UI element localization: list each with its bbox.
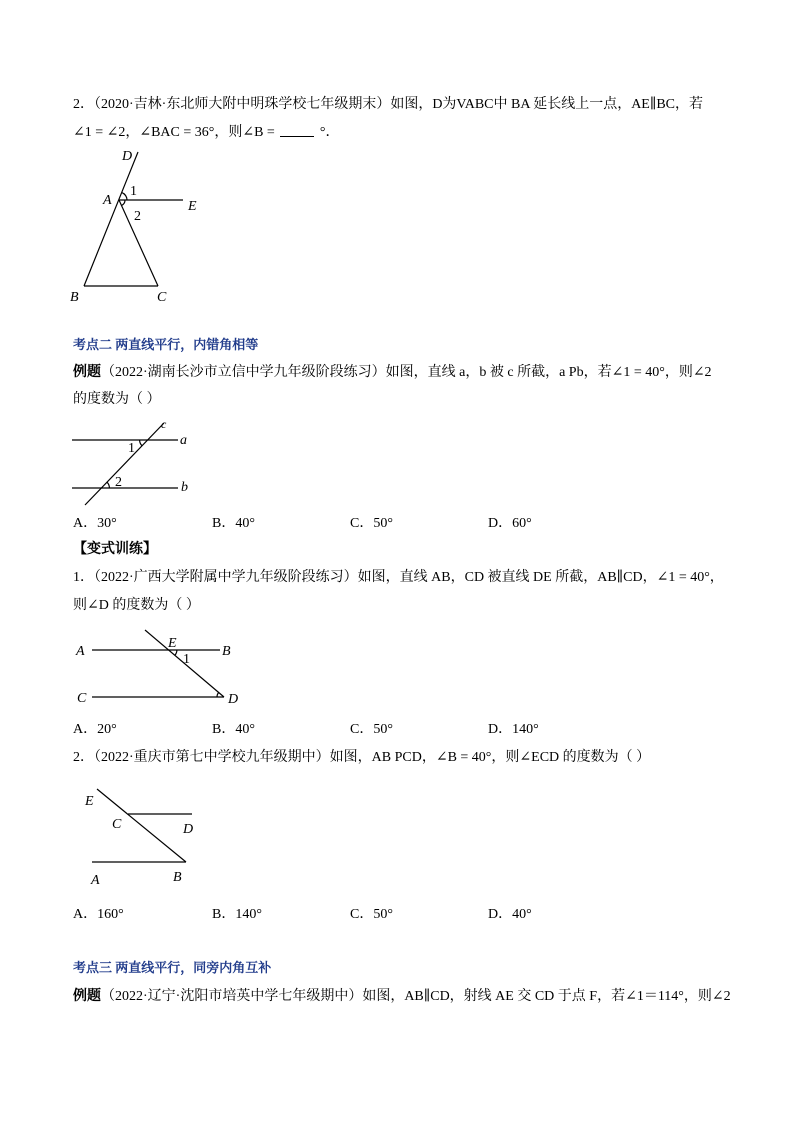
line-ac — [119, 200, 158, 286]
label-b: B — [173, 870, 182, 885]
label-angle1: 1 — [128, 441, 135, 456]
label-b: B — [222, 644, 231, 659]
angle1-arc — [175, 650, 177, 655]
label-b: b — [181, 480, 188, 495]
problem-2020-line1: 2．（2020·吉林·东北师大附中明珠学校七年级期末）如图，D为VABC中 BA 延长线上一点，AE∥BC，若 — [73, 97, 704, 112]
angle1-arc — [140, 440, 143, 446]
option-a: A．20° — [73, 722, 117, 737]
label-d: D — [122, 149, 133, 164]
label-d: D — [228, 692, 239, 707]
label-e: E — [168, 636, 177, 651]
label-a: A — [91, 873, 100, 888]
line-eb — [97, 789, 186, 862]
section3-example-line1 — [73, 987, 731, 1007]
practice-title: 【变式训练】 — [73, 542, 157, 557]
answer-blank — [280, 123, 314, 137]
label-angle2: 2 — [134, 209, 141, 224]
practice1-line1: 1．（2022·广西大学附属中学九年级阶段练习）如图，直线 AB，CD 被直线 DE 所截，AB∥CD，∠1 = 40°， — [73, 570, 724, 585]
label-b: B — [70, 290, 79, 305]
figure-triangle-abc — [70, 149, 197, 305]
section2-heading: 考点二 两直线平行，内错角相等 — [73, 337, 259, 352]
option-c: C．50° — [350, 907, 393, 922]
label-e: E — [188, 199, 197, 214]
angle1-arc — [122, 193, 127, 200]
problem-2020-line2 — [73, 123, 339, 143]
option-c: C．50° — [350, 722, 393, 737]
option-c: C．50° — [350, 516, 393, 531]
figure-ab-cd-cut-by-de — [75, 630, 238, 707]
line-c — [85, 423, 164, 505]
practice2-line1: 2．（2022·重庆市第七中学校九年级期中）如图，AB PCD，∠B = 40°，则∠ECD 的度数为（ ） — [73, 750, 651, 765]
label-c: C — [157, 290, 167, 305]
label-angle2: 2 — [115, 475, 122, 490]
option-d: D．40° — [488, 907, 532, 922]
label-a: A — [103, 193, 112, 208]
label-a: a — [180, 433, 187, 448]
label-c: c — [161, 417, 167, 431]
figure-parallel-ab-transversal-c — [72, 417, 188, 505]
option-b: B．40° — [212, 722, 255, 737]
line-de — [145, 630, 224, 697]
label-d: D — [183, 822, 194, 837]
label-angle1: 1 — [130, 184, 137, 199]
angle-d-arc — [217, 693, 219, 698]
option-d: D．60° — [488, 516, 532, 531]
section2-example-line1 — [73, 363, 712, 383]
example-label: 例题 — [73, 365, 101, 380]
example-label: 例题 — [73, 989, 101, 1004]
option-a: A．160° — [73, 907, 124, 922]
problem-2020-line2-text: ∠1 = ∠2，∠BAC = 36°，则∠B = — [73, 125, 275, 140]
option-b: B．140° — [212, 907, 262, 922]
section2-example-line2: 的度数为（ ） — [73, 392, 161, 407]
problem-2020-line2-end: °． — [319, 125, 340, 140]
option-d: D．140° — [488, 722, 539, 737]
angle2-arc — [107, 482, 109, 488]
label-a: A — [76, 644, 85, 659]
label-angle1: 1 — [183, 652, 190, 667]
label-c: C — [112, 817, 122, 832]
option-a: A．30° — [73, 516, 117, 531]
label-c: C — [77, 691, 87, 706]
example-text: （2022·湖南长沙市立信中学九年级阶段练习）如图，直线 a，b 被 c 所截，a Pb，若∠1 = 40°，则∠2 — [101, 365, 712, 380]
label-e: E — [85, 794, 94, 809]
example-text: （2022·辽宁·沈阳市培英中学七年级期中）如图，AB∥CD，射线 AE 交 CD 于点 F，若∠1＝114°，则∠2 — [101, 989, 731, 1004]
line-db — [84, 152, 138, 286]
practice1-line2: 则∠D 的度数为（ ） — [73, 598, 200, 613]
figure-ecd-angle — [84, 789, 193, 888]
angle2-arc — [122, 200, 126, 206]
option-b: B．40° — [212, 516, 255, 531]
section3-heading: 考点三 两直线平行，同旁内角互补 — [73, 960, 272, 975]
